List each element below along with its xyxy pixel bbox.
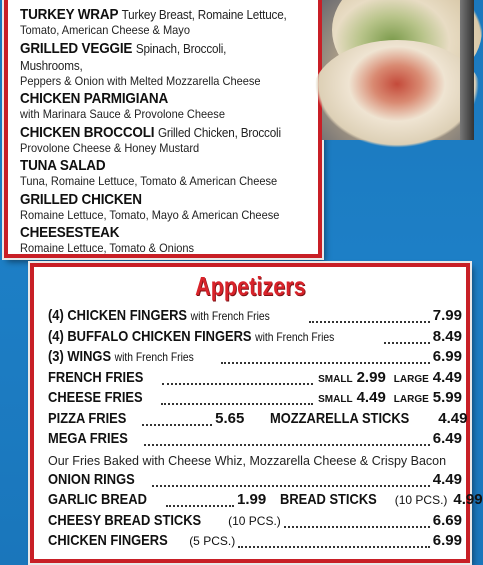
menu-row <box>48 369 462 390</box>
wrap-desc: Provolone Cheese & Honey Mustard <box>20 140 200 155</box>
wrap-name: GRILLED CHICKEN <box>20 190 142 208</box>
large-price: 4.49 <box>432 368 462 386</box>
wrap-desc: with Marinara Sauce & Provolone Cheese <box>20 107 225 121</box>
small-price: 4.49 <box>356 389 386 406</box>
menu-row <box>48 430 462 451</box>
wrap-item <box>20 124 320 156</box>
item-name: GARLIC BREAD <box>48 491 147 508</box>
item-price: 6.99 <box>432 532 462 549</box>
item-desc: with French Fries <box>114 350 194 364</box>
small-label: SMALL <box>318 394 353 405</box>
wrap-name: CHICKEN PARMIGIANA <box>20 90 169 107</box>
wrap-item <box>20 40 320 89</box>
item-price: 6.49 <box>432 430 462 447</box>
menu-row <box>48 471 462 492</box>
item-desc: with French Fries <box>255 329 335 344</box>
item-name: (4) BUFFALO CHICKEN FINGERS <box>48 327 252 345</box>
large-label: LARGE <box>393 373 429 385</box>
wraps-panel <box>4 0 322 258</box>
appetizers-list <box>48 307 483 553</box>
item-price: 6.99 <box>432 348 462 365</box>
item-price: 8.49 <box>432 327 462 345</box>
leader-dots <box>384 342 430 344</box>
wrap-item <box>20 224 320 256</box>
item-price: 6.69 <box>432 511 462 529</box>
wrap-desc: Tuna, Romaine Lettuce, Tomato & American Cheese <box>20 174 278 188</box>
item-price: 4.99 <box>453 491 483 508</box>
wrap-item <box>20 191 320 223</box>
item-note: (5 PCS.) <box>189 534 236 548</box>
leader-dots <box>309 321 430 323</box>
leader-dots <box>161 403 313 405</box>
menu-row <box>48 491 483 512</box>
item-price: 7.99 <box>432 307 462 324</box>
wrap-desc: Tomato, American Cheese & Mayo <box>20 23 190 37</box>
menu-row <box>48 512 462 533</box>
wrap-desc: Romaine Lettuce, Tomato, Mayo & American Cheese <box>20 207 280 222</box>
leader-dots <box>284 526 430 528</box>
item-name: CHEESY BREAD STICKS <box>48 511 202 529</box>
item-name: MOZZARELLA STICKS <box>270 409 410 427</box>
item-name: (3) WINGS <box>48 348 112 365</box>
wrap-inline-desc: Spinach, Broccoli, Mushrooms, <box>20 40 227 73</box>
wrap-name: GRILLED VEGGIE <box>20 39 133 57</box>
menu-row <box>48 532 462 553</box>
item-desc: with French Fries <box>190 309 270 323</box>
wrap-desc: Romaine Lettuce, Tomato & Onions <box>20 241 195 255</box>
leader-dots <box>238 546 430 548</box>
large-price: 5.99 <box>432 389 462 406</box>
leader-dots <box>166 505 234 507</box>
appetizers-title: Appetizers <box>194 271 306 301</box>
leader-dots <box>152 485 430 487</box>
item-name: CHEESE FRIES <box>48 389 143 406</box>
item-name: BREAD STICKS <box>280 491 377 508</box>
wrap-item <box>20 90 320 122</box>
wrap-photo <box>322 0 474 140</box>
item-name: MEGA FRIES <box>48 430 128 447</box>
wrap-item <box>20 157 320 189</box>
wrap-name: TURKEY WRAP <box>20 6 119 23</box>
wrap-name: CHEESESTEAK <box>20 224 120 241</box>
item-name: ONION RINGS <box>48 470 135 488</box>
menu-row <box>48 348 462 369</box>
wrap-desc: Peppers & Onion with Melted Mozzarella Cheese <box>20 73 261 88</box>
small-label: SMALL <box>318 373 353 385</box>
large-label: LARGE <box>393 394 429 405</box>
wraps-list <box>20 6 320 258</box>
leader-dots <box>221 362 430 364</box>
appetizers-panel <box>30 263 483 563</box>
item-name: (4) CHICKEN FINGERS <box>48 307 188 324</box>
item-price: 5.65 <box>215 409 245 427</box>
item-desc: Our Fries Baked with Cheese Whiz, Mozzarella Cheese & Crispy Bacon <box>48 453 447 468</box>
item-name: CHICKEN FINGERS <box>48 532 168 549</box>
menu-row <box>48 328 462 349</box>
wrap-name: TUNA SALAD <box>20 157 106 174</box>
menu-row <box>48 389 462 410</box>
wrap-inline-desc: Turkey Breast, Romaine Lettuce, <box>121 7 287 22</box>
wrap-name: CHICKEN BROCCOLI <box>20 123 155 141</box>
menu-row <box>48 409 468 431</box>
leader-dots <box>162 383 313 385</box>
item-name: PIZZA FRIES <box>48 409 127 427</box>
item-name: FRENCH FRIES <box>48 368 144 386</box>
menu-row <box>48 307 462 328</box>
item-price: 4.49 <box>438 409 468 427</box>
wrap-inline-desc: Grilled Chicken, Broccoli <box>157 124 281 140</box>
wrap-item <box>20 6 320 38</box>
leader-dots <box>142 424 212 426</box>
item-price: 4.49 <box>432 470 462 488</box>
small-price: 2.99 <box>356 368 386 386</box>
leader-dots <box>144 444 430 446</box>
item-note: (10 PCS.) <box>228 513 281 528</box>
item-note: (10 PCS.) <box>394 493 448 507</box>
item-price: 1.99 <box>237 491 267 508</box>
